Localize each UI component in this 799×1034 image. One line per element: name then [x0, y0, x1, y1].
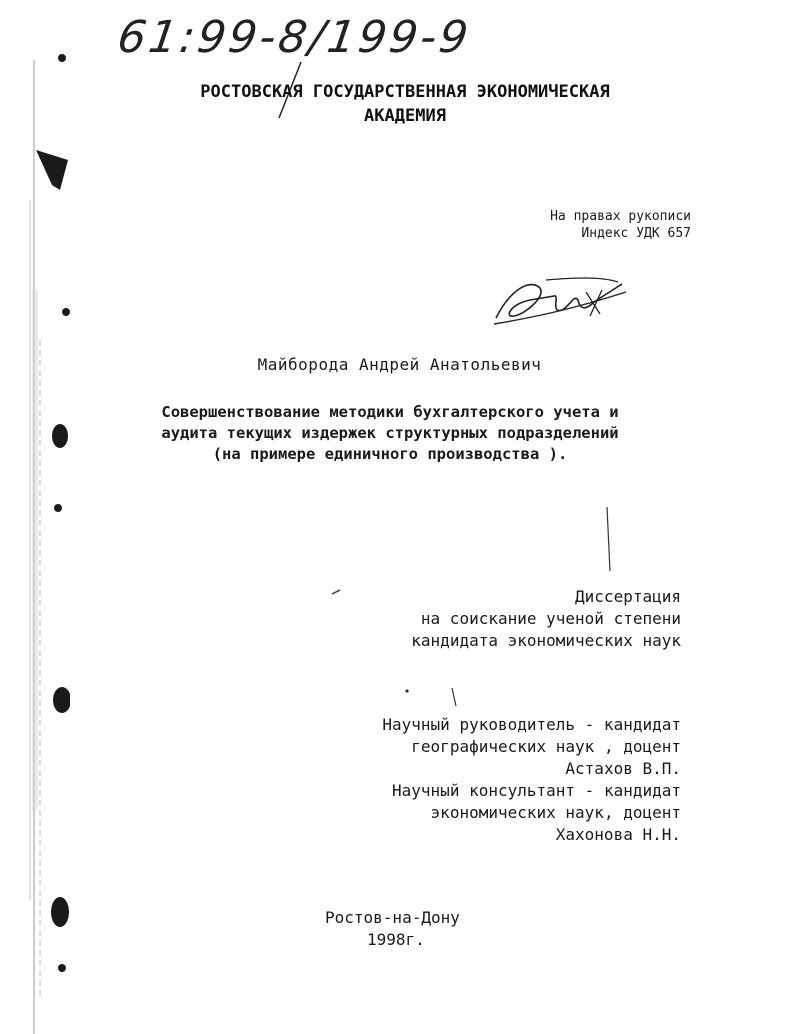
- udc-index-line: Индекс УДК 657: [581, 226, 691, 241]
- academy-line-2: АКАДЕМИЯ: [364, 106, 446, 126]
- manuscript-rights-block: [550, 208, 691, 242]
- stray-mark: [330, 588, 342, 596]
- title-line-3: (на примере единичного производства ).: [212, 445, 568, 463]
- supervisor-name: Астахов В.П.: [565, 759, 681, 778]
- author-name: Майборода Андрей Анатольевич: [257, 355, 542, 374]
- degree-line-2: кандидата экономических наук: [411, 631, 681, 650]
- dissertation-degree-block: [411, 586, 681, 652]
- archive-number-handwritten: 61:99-8/199-9: [114, 12, 474, 63]
- stray-tick: [402, 686, 462, 710]
- place-and-year: [325, 907, 460, 951]
- academy-header: [150, 80, 660, 128]
- degree-line-1: на соискание ученой степени: [420, 609, 681, 628]
- title-line-2: аудита текущих издержек структурных подразделений: [161, 424, 619, 442]
- consultant-name: Хахонова Н.Н.: [555, 825, 681, 844]
- supervisor-line-2: географических наук , доцент: [411, 737, 681, 756]
- supervisors-block: [382, 714, 681, 846]
- scan-binding-edge: [0, 0, 70, 1034]
- year: 1998г.: [367, 930, 425, 949]
- rights-line-1: На правах рукописи: [550, 209, 691, 224]
- consultant-line-2: экономических наук, доцент: [430, 803, 681, 822]
- supervisor-line-1: Научный руководитель - кандидат: [382, 715, 681, 734]
- dissertation-title: [110, 402, 670, 465]
- author-signature: [490, 270, 630, 330]
- margin-pencil-mark: [604, 505, 614, 575]
- academy-line-1: РОСТОВСКАЯ ГОСУДАРСТВЕННАЯ ЭКОНОМИЧЕСКАЯ: [200, 82, 610, 102]
- title-line-1: Совершенствование методики бухгалтерского учета и: [161, 403, 619, 421]
- consultant-line-1: Научный консультант - кандидат: [392, 781, 681, 800]
- city-name: Ростов-на-Дону: [325, 908, 460, 927]
- dissertation-label: Диссертация: [575, 587, 681, 606]
